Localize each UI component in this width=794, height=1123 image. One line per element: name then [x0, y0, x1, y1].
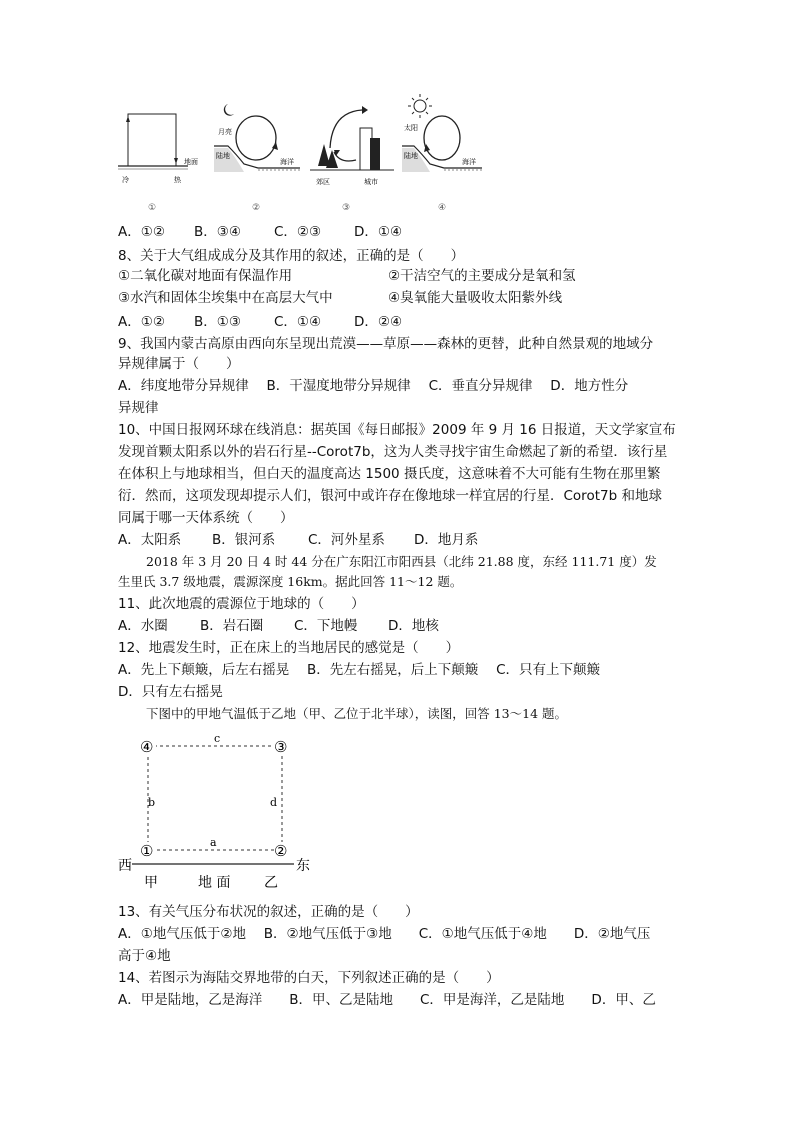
panel2-moon-label: 月亮 [218, 128, 232, 136]
q8-stem: 8、关于大气组成成分及其作用的叙述，正确的是（ ） [118, 248, 465, 264]
corner-2: ② [274, 842, 288, 860]
panel3-number: ③ [342, 203, 351, 213]
pressure-diagram-svg [118, 730, 318, 890]
panel4-sun-label: 太阳 [404, 124, 418, 132]
q9-options[interactable]: A．纬度地带分异规律 B．干湿度地带分异规律 C．垂直分异规律 D．地方性分 [118, 378, 629, 394]
q10-option-d[interactable]: D．地月系 [414, 532, 479, 548]
figure-panel-3 [310, 92, 394, 217]
q7-option-c[interactable]: C．②③ [274, 224, 322, 240]
corner-1: ① [140, 842, 154, 860]
q10-option-a[interactable]: A．太阳系 [118, 532, 182, 548]
jia-label: 甲 [144, 875, 158, 890]
q9-stem-line2: 异规律属于（ ） [118, 356, 240, 372]
q9-stem-line1: 9、我国内蒙古高原由西向东呈现出荒漠——草原——森林的更替，此种自然景观的地域分 [118, 336, 654, 352]
q10-line3: 在体积上与地球相当，但白天的温度高达 1500 摄氏度，这意味着不大可能有生物在那里繁 [118, 466, 661, 482]
figure-panel-2 [214, 92, 304, 217]
panel1-number: ① [148, 203, 157, 213]
q8-statement-4: ④臭氧能大量吸收太阳紫外线 [388, 290, 563, 306]
yi-label: 乙 [264, 875, 278, 890]
corner-3: ③ [274, 738, 288, 756]
q10-line4: 衍．然而，这项发现却提示人们，银河中或许存在像地球一样宜居的行星．Corot7b 和地球 [118, 488, 662, 504]
panel1-diagram [118, 92, 208, 217]
east-label: 东 [296, 858, 310, 874]
q13-stem: 13、有关气压分布状况的叙述，正确的是（ ） [118, 904, 419, 920]
q8-options [118, 312, 402, 332]
q10-line5: 同属于哪一天体系统（ ） [118, 510, 294, 526]
q8-option-d[interactable]: D．②④ [354, 314, 403, 330]
figure-panel-4 [402, 92, 482, 217]
panel3-suburb-label: 郊区 [316, 178, 330, 186]
panel3-city-label: 城市 [364, 178, 378, 186]
intro-earthquake-line1: 2018 年 3 月 20 日 4 时 44 分在广东阳江市阳西县（北纬 21.88 度，东经 111.71 度）发 [146, 554, 657, 569]
q12-option-d[interactable]: D．只有左右摇晃 [118, 684, 223, 700]
west-label: 西 [118, 858, 132, 874]
q12-options[interactable]: A．先上下颠簸，后左右摇晃 B．先左右摇晃，后上下颠簸 C．只有上下颠簸 [118, 662, 601, 678]
q8-statement-1: ①二氧化碳对地面有保温作用 [118, 268, 293, 284]
intro-diagram: 下图中的甲地气温低于乙地（甲、乙位于北半球），读图，回答 13～14 题。 [146, 706, 568, 721]
q7-option-d[interactable]: D．①④ [354, 224, 403, 240]
panel4-number: ④ [438, 203, 447, 213]
q8-statement-3: ③水汽和固体尘埃集中在高层大气中 [118, 290, 333, 306]
q7-option-a[interactable]: A．①② [118, 224, 165, 240]
q8-option-a[interactable]: A．①② [118, 314, 165, 330]
q11-options [118, 616, 439, 636]
q11-option-c[interactable]: C．下地幔 [294, 618, 358, 634]
q7-options [118, 222, 402, 242]
panel2-diagram [214, 92, 304, 217]
q11-stem: 11、此次地震的震源位于地球的（ ） [118, 596, 365, 612]
ground-label: 地 面 [198, 875, 231, 890]
q14-stem: 14、若图示为海陆交界地带的白天，下列叙述正确的是（ ） [118, 970, 500, 986]
q11-option-d[interactable]: D．地核 [388, 618, 439, 634]
edge-d: d [270, 796, 278, 809]
q10-option-b[interactable]: B．银河系 [212, 532, 276, 548]
q13-options-cont: 高于④地 [118, 948, 171, 964]
figure-panel-1 [118, 92, 208, 217]
pressure-diagram [118, 730, 318, 890]
sun-icon [408, 94, 432, 118]
q7-figure-row [118, 92, 478, 217]
panel4-diagram [402, 92, 482, 217]
q11-option-b[interactable]: B．岩石圈 [200, 618, 264, 634]
edge-a: a [210, 836, 217, 849]
q10-line2: 发现首颗太阳系以外的岩石行星--Corot7b，这为人类寻找宇宙生命燃起了新的希望．该行星 [118, 444, 668, 460]
q11-option-a[interactable]: A．水圈 [118, 618, 168, 634]
q13-options[interactable]: A．①地气压低于②地 B．②地气压低于③地 C．①地气压低于④地 D．②地气压 [118, 926, 651, 942]
panel1-cold-label: 冷 [122, 176, 129, 184]
q8-statements-row1 [118, 266, 576, 286]
q8-statements-row2 [118, 288, 562, 308]
q7-option-b[interactable]: B．③④ [194, 224, 241, 240]
edge-c: c [214, 732, 221, 745]
q14-options[interactable]: A．甲是陆地，乙是海洋 B．甲、乙是陆地 C．甲是海洋，乙是陆地 D．甲、乙 [118, 992, 656, 1008]
q10-options [118, 530, 478, 550]
panel1-hot-label: 热 [174, 176, 181, 184]
edge-b: b [148, 796, 156, 809]
panel2-land-label: 陆地 [216, 152, 230, 160]
panel1-ground-label: 地面 [184, 158, 198, 166]
panel2-number: ② [252, 203, 261, 213]
panel3-diagram [310, 92, 394, 217]
corner-4: ④ [140, 738, 154, 756]
intro-earthquake-line2: 生里氏 3.7 级地震，震源深度 16km。据此回答 11～12 题。 [118, 574, 463, 589]
q8-statement-2: ②干洁空气的主要成分是氧和氢 [388, 268, 576, 284]
q8-option-b[interactable]: B．①③ [194, 314, 241, 330]
q10-option-c[interactable]: C．河外星系 [308, 532, 385, 548]
panel4-sea-label: 海洋 [462, 158, 476, 166]
panel4-land-label: 陆地 [404, 152, 418, 160]
panel2-sea-label: 海洋 [280, 158, 294, 166]
q10-line1: 10、中国日报网环球在线消息：据英国《每日邮报》2009 年 9 月 16 日报道，天文学家宣布 [118, 422, 676, 438]
q8-option-c[interactable]: C．①④ [274, 314, 322, 330]
q12-stem: 12、地震发生时，正在床上的当地居民的感觉是（ ） [118, 640, 460, 656]
moon-icon [224, 104, 234, 116]
q9-options-cont: 异规律 [118, 400, 159, 416]
